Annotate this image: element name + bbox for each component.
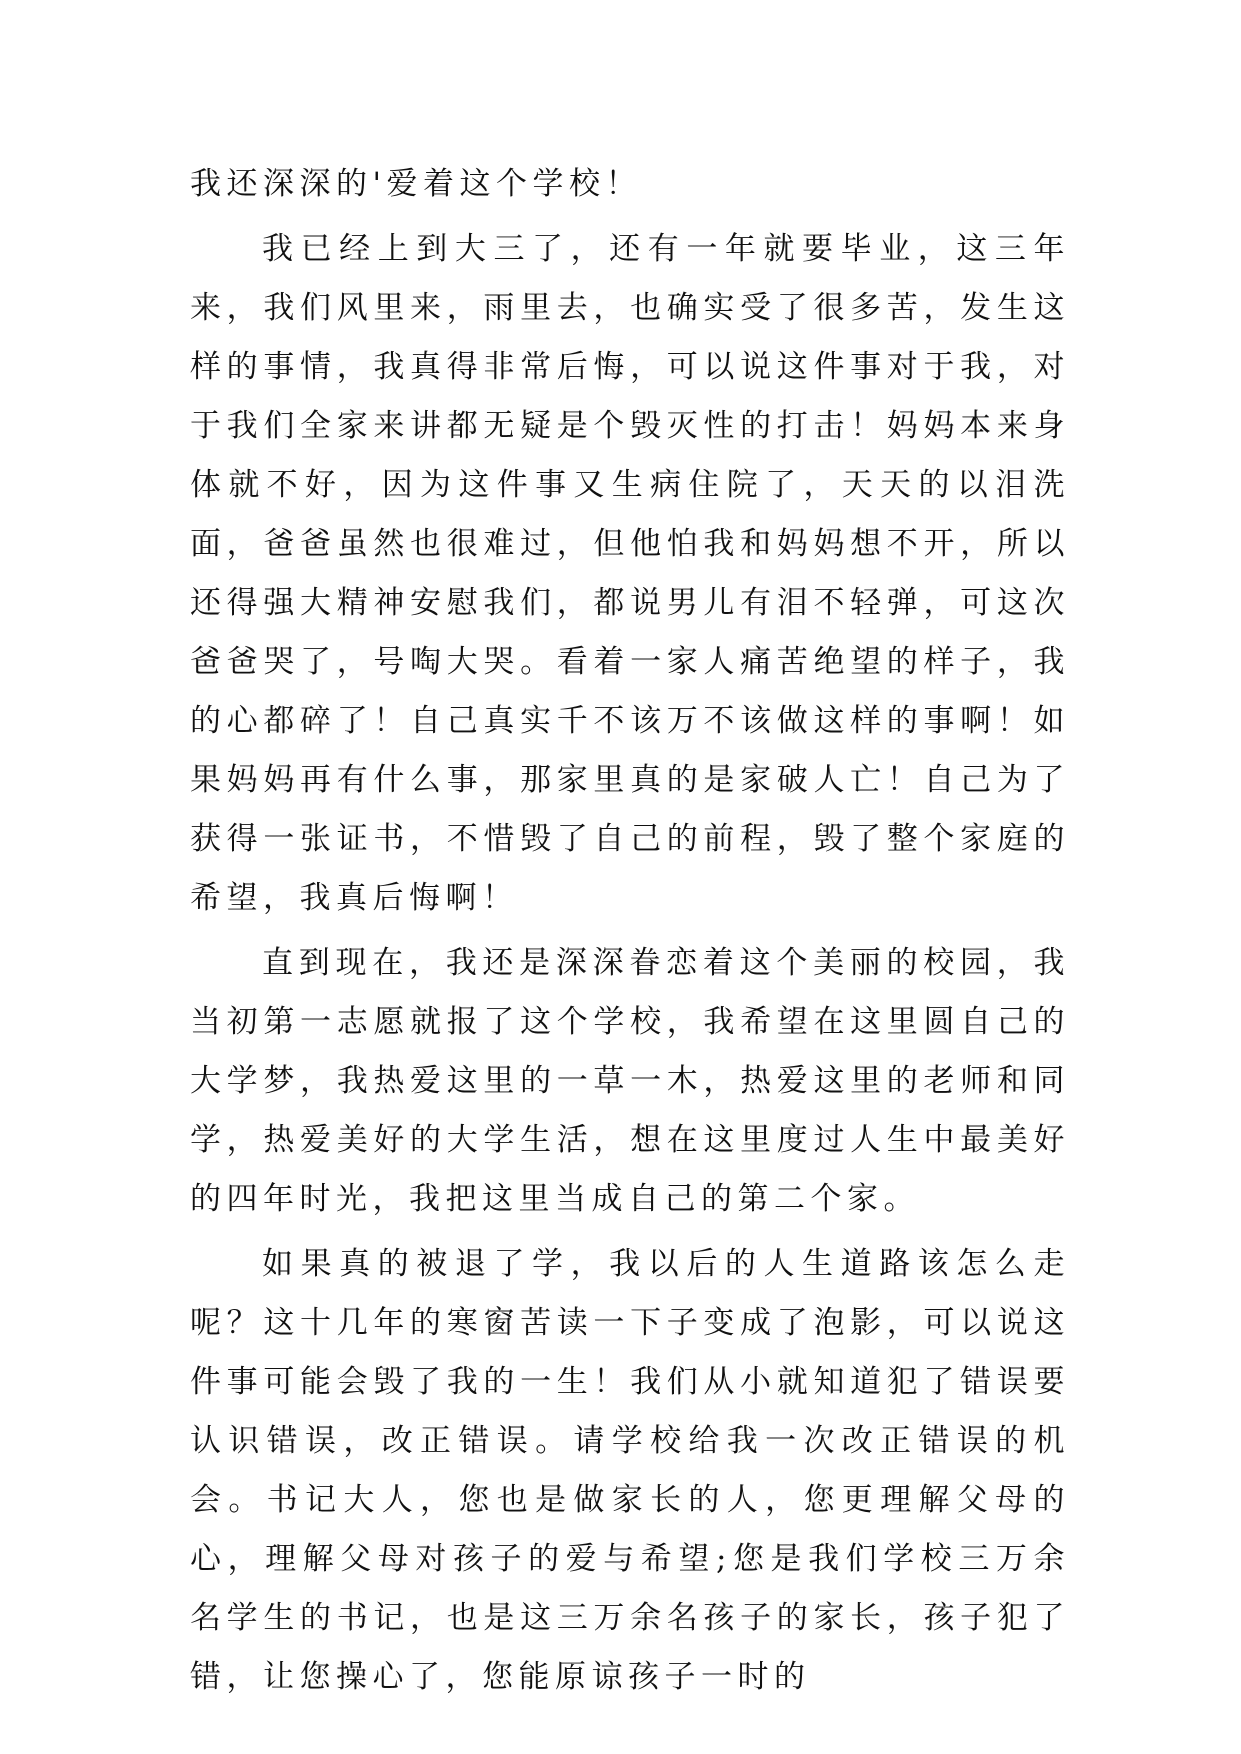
paragraph-campus: 直到现在，我还是深深眷恋着这个美丽的校园，我当初第一志愿就报了这个学校，我希望在这里圆自己的大学梦，我热爱这里的一草一木，热爱这里的老师和同学，热爱美好的大学生活，想在这里度过人生中最美好的四年时光，我把这里当成自己的第二个家。 [190,945,1070,1217]
document-body [190,155,1070,1713]
paragraph-plea: 如果真的被退了学，我以后的人生道路该怎么走呢？这十几年的寒窗苦读一下子变成了泡影，可以说这件事可能会毁了我的一生！我们从小就知道犯了错误要认识错误，改正错误。请学校给我一次改正错误的机会。书记大人，您也是做家长的人，您更理解父母的心，理解父母对孩子的爱与希望;您是我们学校三万余名学生的书记，也是这三万余名孩子的家长，孩子犯了错，让您操心了，您能原谅孩子一时的 [190,1246,1070,1695]
paragraph-regret: 我已经上到大三了，还有一年就要毕业，这三年来，我们风里来，雨里去，也确实受了很多苦，发生这样的事情，我真得非常后悔，可以说这件事对于我，对于我们全家来讲都无疑是个毁灭性的打击！妈妈本来身体就不好，因为这件事又生病住院了，天天的以泪洗面，爸爸虽然也很难过，但他怕我和妈妈想不开，所以还得强大精神安慰我们，都说男儿有泪不轻弹，可这次爸爸哭了，号啕大哭。看着一家人痛苦绝望的样子，我的心都碎了！自己真实千不该万不该做这样的事啊！如果妈妈再有什么事，那家里真的是家破人亡！自己为了获得一张证书，不惜毁了自己的前程，毁了整个家庭的希望，我真后悔啊！ [190,231,1070,916]
paragraph-continuation: 我还深深的'爱着这个学校！ [190,166,643,202]
